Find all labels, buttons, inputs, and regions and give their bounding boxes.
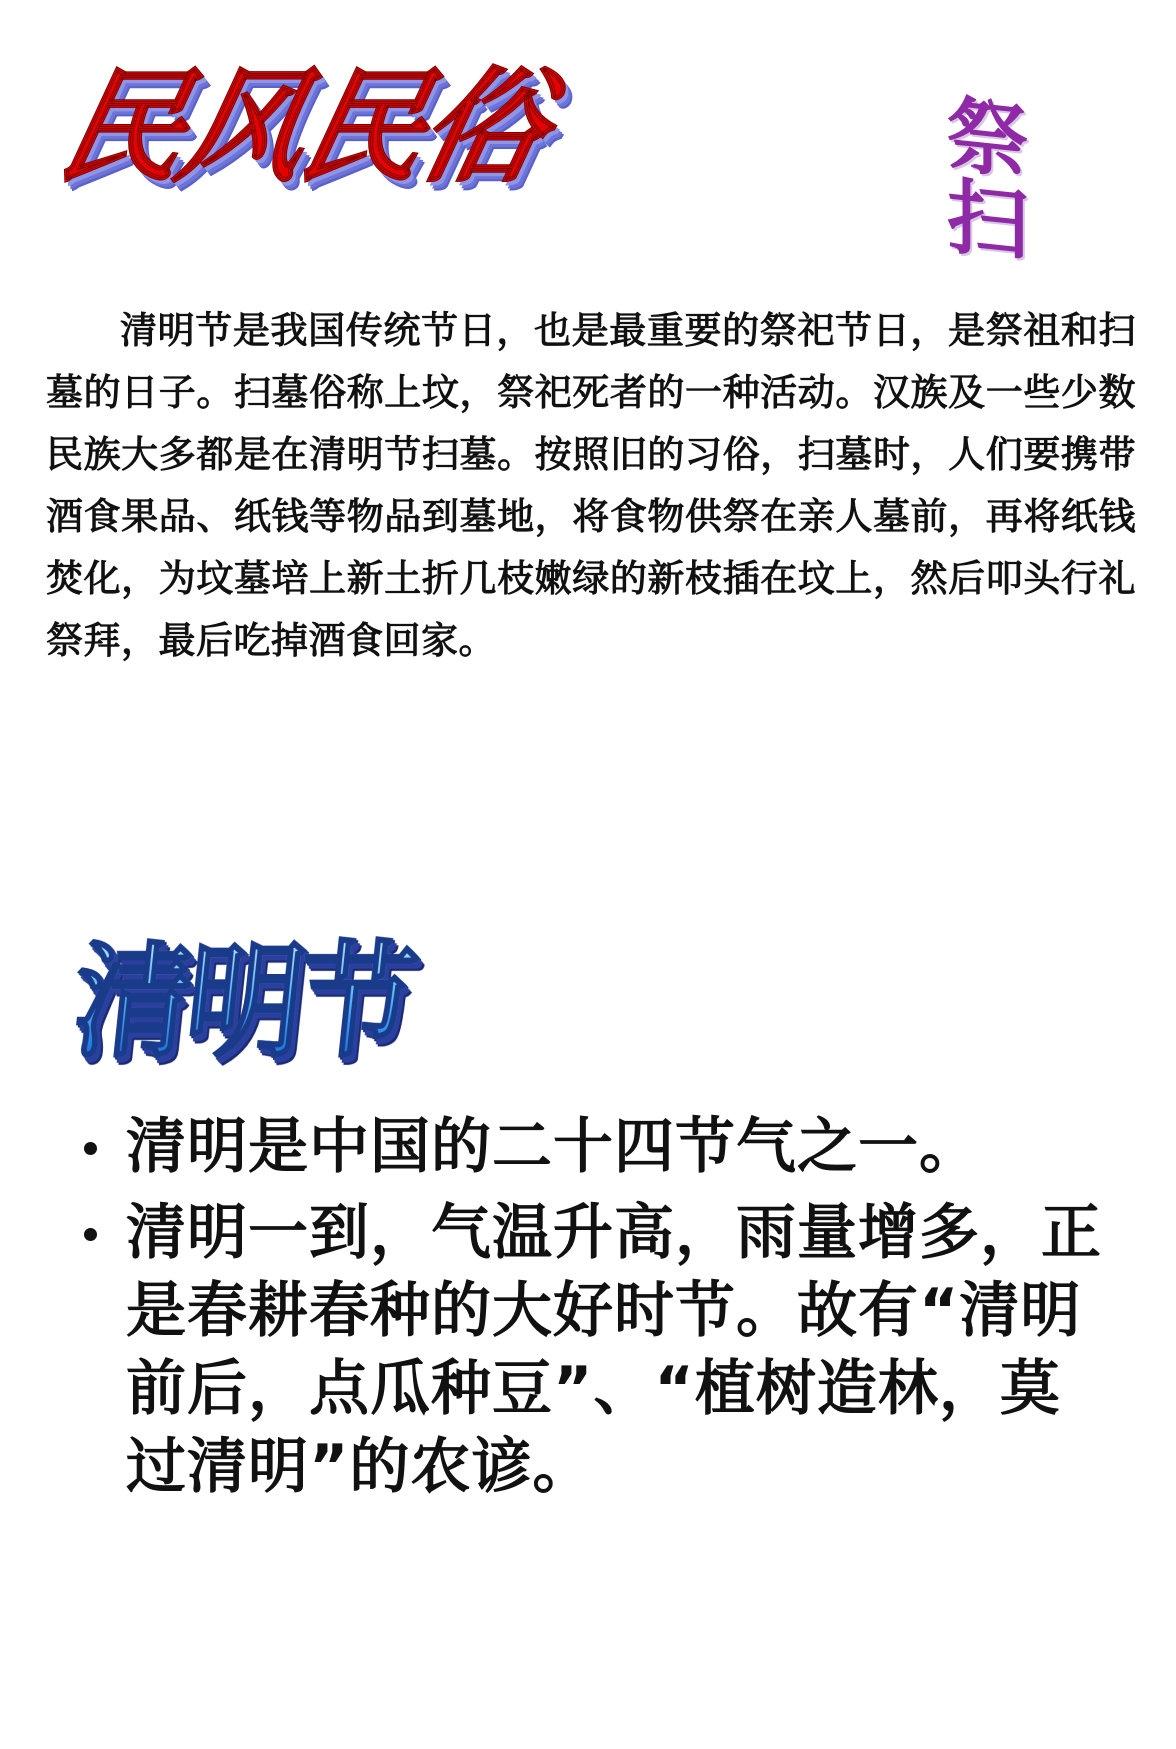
qingming-facts-list xyxy=(78,1108,1118,1514)
bullet-text: 清明一到，气温升高，雨量增多，正是春耕春种的大好时节。故有“清明前后，点瓜种豆”、“植树造林，莫过清明”的农谚。 xyxy=(126,1198,1102,1502)
bullet-dot-icon xyxy=(84,1228,97,1241)
bullet-dot-icon xyxy=(84,1142,97,1155)
folk-customs-title: 民风民俗 xyxy=(46,55,558,200)
qingming-description-paragraph: 清明节是我国传统节日，也是最重要的祭祀节日，是祭祖和扫墓的日子。扫墓俗称上坟，祭祀死者的一种活动。汉族及一些少数民族大多都是在清明节扫墓。按照旧的习俗，扫墓时，人们要携带酒食果品、纸钱等物品到墓地，将食物供祭在亲人墓前，再将纸钱焚化，为坟墓培上新土折几枝嫩绿的新枝插在坟上，然后叩头行礼祭拜，最后吃掉酒食回家。 xyxy=(46,309,1136,662)
bullet-text: 清明是中国的二十四节气之一。 xyxy=(126,1112,980,1182)
tomb-sweeping-label: 祭扫 xyxy=(933,89,1028,264)
list-item xyxy=(78,1194,1118,1506)
list-item xyxy=(78,1108,1118,1186)
qingming-festival-title: 清明节 xyxy=(66,928,603,1086)
